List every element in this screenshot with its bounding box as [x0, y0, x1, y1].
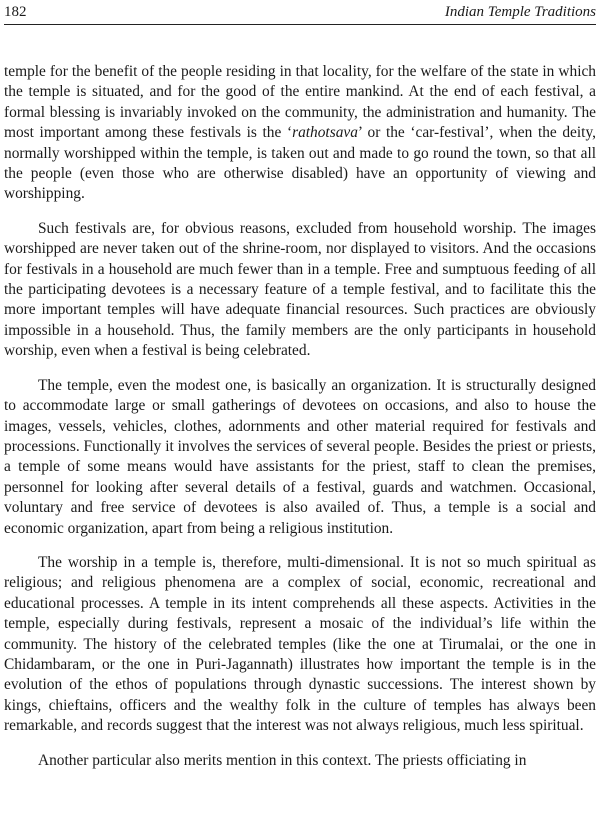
body-text	[4, 62, 596, 785]
paragraph-2: Such festivals are, for obvious reasons, excluded from household worship. The images worshipped are never taken out of the shrine-room, nor displayed to visitors. And the occasions for festivals in a household are much fewer than in a temple. Free and sumptuous feeding of all the participating devotees is a necessary feature of a temple festival, and to facilitate this the more important temples will have adequate financial resources. Such practices are obviously impossible in a household. Thus, the family members are the only participants in household worship, even when a festival is being celebrated.	[4, 219, 596, 360]
paragraph-5: Another particular also merits mention in this context. The priests officiating in	[38, 751, 527, 769]
paragraph-1-text-b: ’ or the ‘car-festival’, when the deity, normally worshipped within the temple, is taken out and made to go round the town, so that all the people (even those who are otherwise disabled) have an opportunity of viewing and worshipping.	[4, 124, 596, 203]
running-title: Indian Temple Traditions	[444, 4, 596, 20]
paragraph-1	[4, 62, 596, 205]
page-header	[4, 2, 596, 25]
paragraph-3: The temple, even the modest one, is basically an organization. It is structurally designed to accommodate large or small gatherings of devotees on occasions, and also to house the images, vessels, vehicles, clothes, adornments and other material required for festivals and processions. Functionally it involves the services of several people. Besides the priest or priests, a temple of some means would have assistants for the priest, staff to clean the premises, personnel for looking after several details of a festival, guards and watchmen. Occasional, voluntary and free service of devotees is also availed of. Thus, a temple is a social and economic organization, apart from being a religious institution.	[4, 376, 596, 537]
paragraph-1-italic-term: rathotsava	[292, 124, 358, 142]
paragraph-1-text-a: temple for the benefit of the people residing in that locality, for the welfare of the state in which the temple is situated, and for the good of the entire mankind. At the end of each festival, a formal blessing is invariably invoked on the community, the administration and humanity. The most important among these festivals is the ‘	[4, 63, 596, 142]
page-number: 182	[4, 4, 27, 20]
paragraph-4: The worship in a temple is, therefore, multi-dimensional. It is not so much spiritual as religious; and religious phenomena are a complex of social, economic, recreational and educational processes. A temple in its intent comprehends all these aspects. Activities in the temple, especially during festivals, represent a mosaic of the individual’s life within the community. The history of the celebrated temples (like the one at Tirumalai, or the one in Chidambaram, or the one in Puri-Jagannath) illustrates how important the temple is in the evolution of the ethos of populations through dynastic successions. The interest shown by kings, chieftains, officers and the wealthy folk in the culture of temples has always been remarkable, and records suggest that the interest was not always religious, much less spiritual.	[4, 553, 596, 735]
